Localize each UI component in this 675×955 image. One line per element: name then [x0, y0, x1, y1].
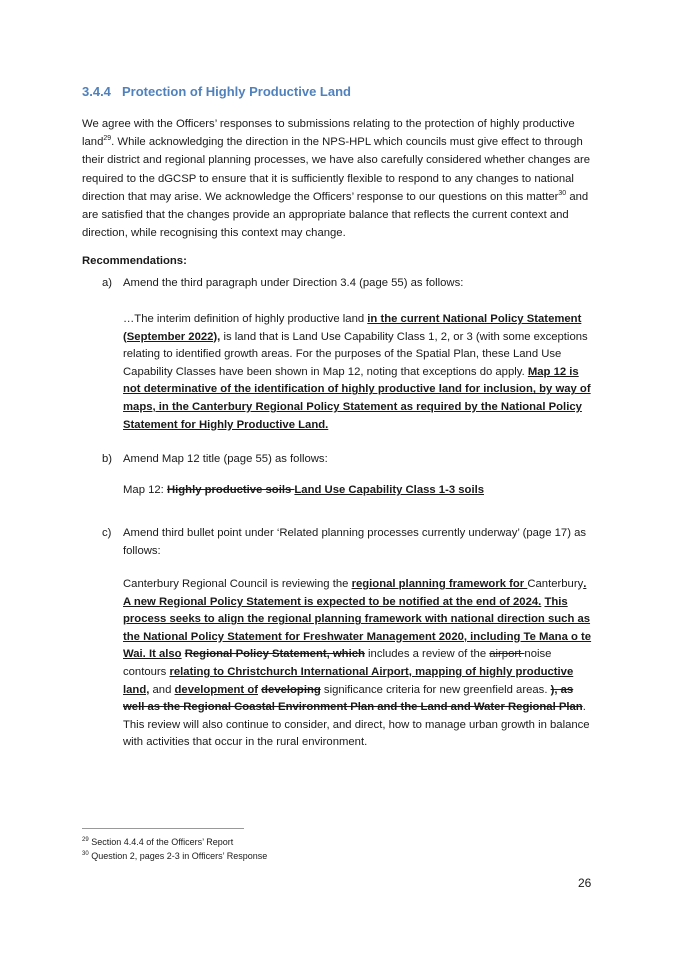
intro-text-2: . While acknowledging the direction in the NPS-HPL which councils must give effect to through their district and regional planning processes, we have also carefully considered whether changes are required to the dGCSP to ensure that it is sufficiently flexible to respond to any changes to national direction that may arise. We acknowledge the Officers’ response to our questions on this matter — [82, 136, 591, 203]
recommendation-c-text: Amend third bullet point under ‘Related planning processes currently underway’ (page 17) as follows: — [123, 527, 587, 557]
quote-c-text-5: and — [149, 683, 175, 696]
recommendation-a-letter: a) — [102, 277, 113, 289]
quote-c-deletion-1: Regional Policy Statement, which — [184, 648, 365, 661]
map-title-prefix: Map 12: — [123, 484, 167, 496]
recommendation-a-text: Amend the third paragraph under Direction 3.4 (page 55) as follows: — [123, 277, 464, 289]
footnote-29-number: 29 — [82, 837, 89, 843]
recommendation-a-quote — [123, 311, 597, 434]
quote-c-deletion-4: ), as well as the Regional Coastal Environment Plan and the Land and Water Regional Plan — [123, 683, 583, 714]
map-title-inserted: Land Use Capability Class 1-3 soils — [294, 484, 485, 496]
map-title-deleted: Highly productive soils — [166, 484, 295, 496]
quote-c-deletion-2: airport — [489, 648, 525, 661]
quote-a-text-1: …The interim definition of highly productive land — [123, 313, 368, 325]
footnote-29 — [82, 836, 233, 848]
quote-a-insertion-2: Map 12 is not determinative of the identification of highly productive land for inclusion, by way of maps, in the Canterbury Regional Policy Statement as required by the National Policy Statement for Highly Productive Land. — [123, 365, 591, 431]
quote-c-insertion-4: relating to Christchurch International Airport, mapping of highly productive land, — [123, 665, 574, 696]
quote-c-text-7: . This review will also continue to consider, and direct, how to manage urban growth in balance with activities that occur in the rural environment. — [123, 701, 590, 749]
section-number: 3.4.4 — [82, 84, 111, 99]
quote-c-text-6: significance criteria for new greenfield areas. — [320, 683, 551, 696]
map-title-change — [123, 482, 597, 500]
quote-c-text-3: includes a review of the — [364, 648, 490, 661]
section-heading — [82, 84, 351, 99]
quote-c-text-1: Canterbury Regional Council is reviewing the — [123, 578, 352, 590]
quote-c-text-4: noise contours — [123, 648, 552, 678]
intro-text-1: We agree with the Officers’ responses to submissions relating to the protection of highly productive land — [82, 118, 575, 149]
footnote-30 — [82, 850, 267, 862]
footnote-29-text: Section 4.4.4 of the Officers’ Report — [88, 837, 234, 847]
recommendation-c-letter: c) — [102, 527, 112, 539]
quote-c-insertion-1: regional planning framework for — [351, 578, 528, 590]
recommendation-c — [102, 524, 597, 560]
quote-c-text-2: Canterbury — [527, 578, 584, 590]
quote-c-insertion-5: development of — [174, 683, 258, 696]
recommendation-b — [102, 450, 597, 468]
recommendation-a — [102, 274, 597, 292]
quote-c-insertion-2: . A new Regional Policy Statement is expected to be notified at the end of 2024. — [123, 578, 587, 608]
section-title: Protection of Highly Productive Land — [122, 84, 351, 99]
footnote-divider — [82, 828, 244, 829]
recommendation-c-quote — [123, 576, 597, 752]
recommendation-b-letter: b) — [102, 453, 113, 465]
recommendation-b-text: Amend Map 12 title (page 55) as follows: — [123, 453, 328, 465]
intro-paragraph — [82, 115, 597, 242]
quote-a-insertion-1: in the current National Policy Statement (September 2022), — [123, 313, 582, 343]
footnote-ref-30: 30 — [558, 190, 567, 198]
intro-text-3: and are satisfied that the changes provide an appropriate balance that reflects the current context and direction, while recognising this context may change. — [82, 190, 589, 240]
page-number: 26 — [578, 876, 592, 890]
footnote-30-number: 30 — [82, 851, 89, 857]
recommendations-title: Recommendations: — [82, 255, 187, 267]
footnote-ref-29: 29 — [103, 135, 112, 143]
quote-c-deletion-3: developing — [261, 683, 321, 696]
quote-c-insertion-3: This process seeks to align the regional planning framework with national direction such as the National Policy Statement for Freshwater Management 2020, including Te Mana o te Wai. It also — [123, 595, 592, 661]
quote-a-text-2: is land that is Land Use Capability Class 1, 2, or 3 (with some exceptions relating to identified growth areas. For the purposes of the Spatial Plan, these Land Use Capability Classes have been shown in Map 12, noting that exceptions do apply. — [123, 330, 588, 378]
footnote-30-text: Question 2, pages 2-3 in Officers’ Response — [88, 851, 268, 861]
